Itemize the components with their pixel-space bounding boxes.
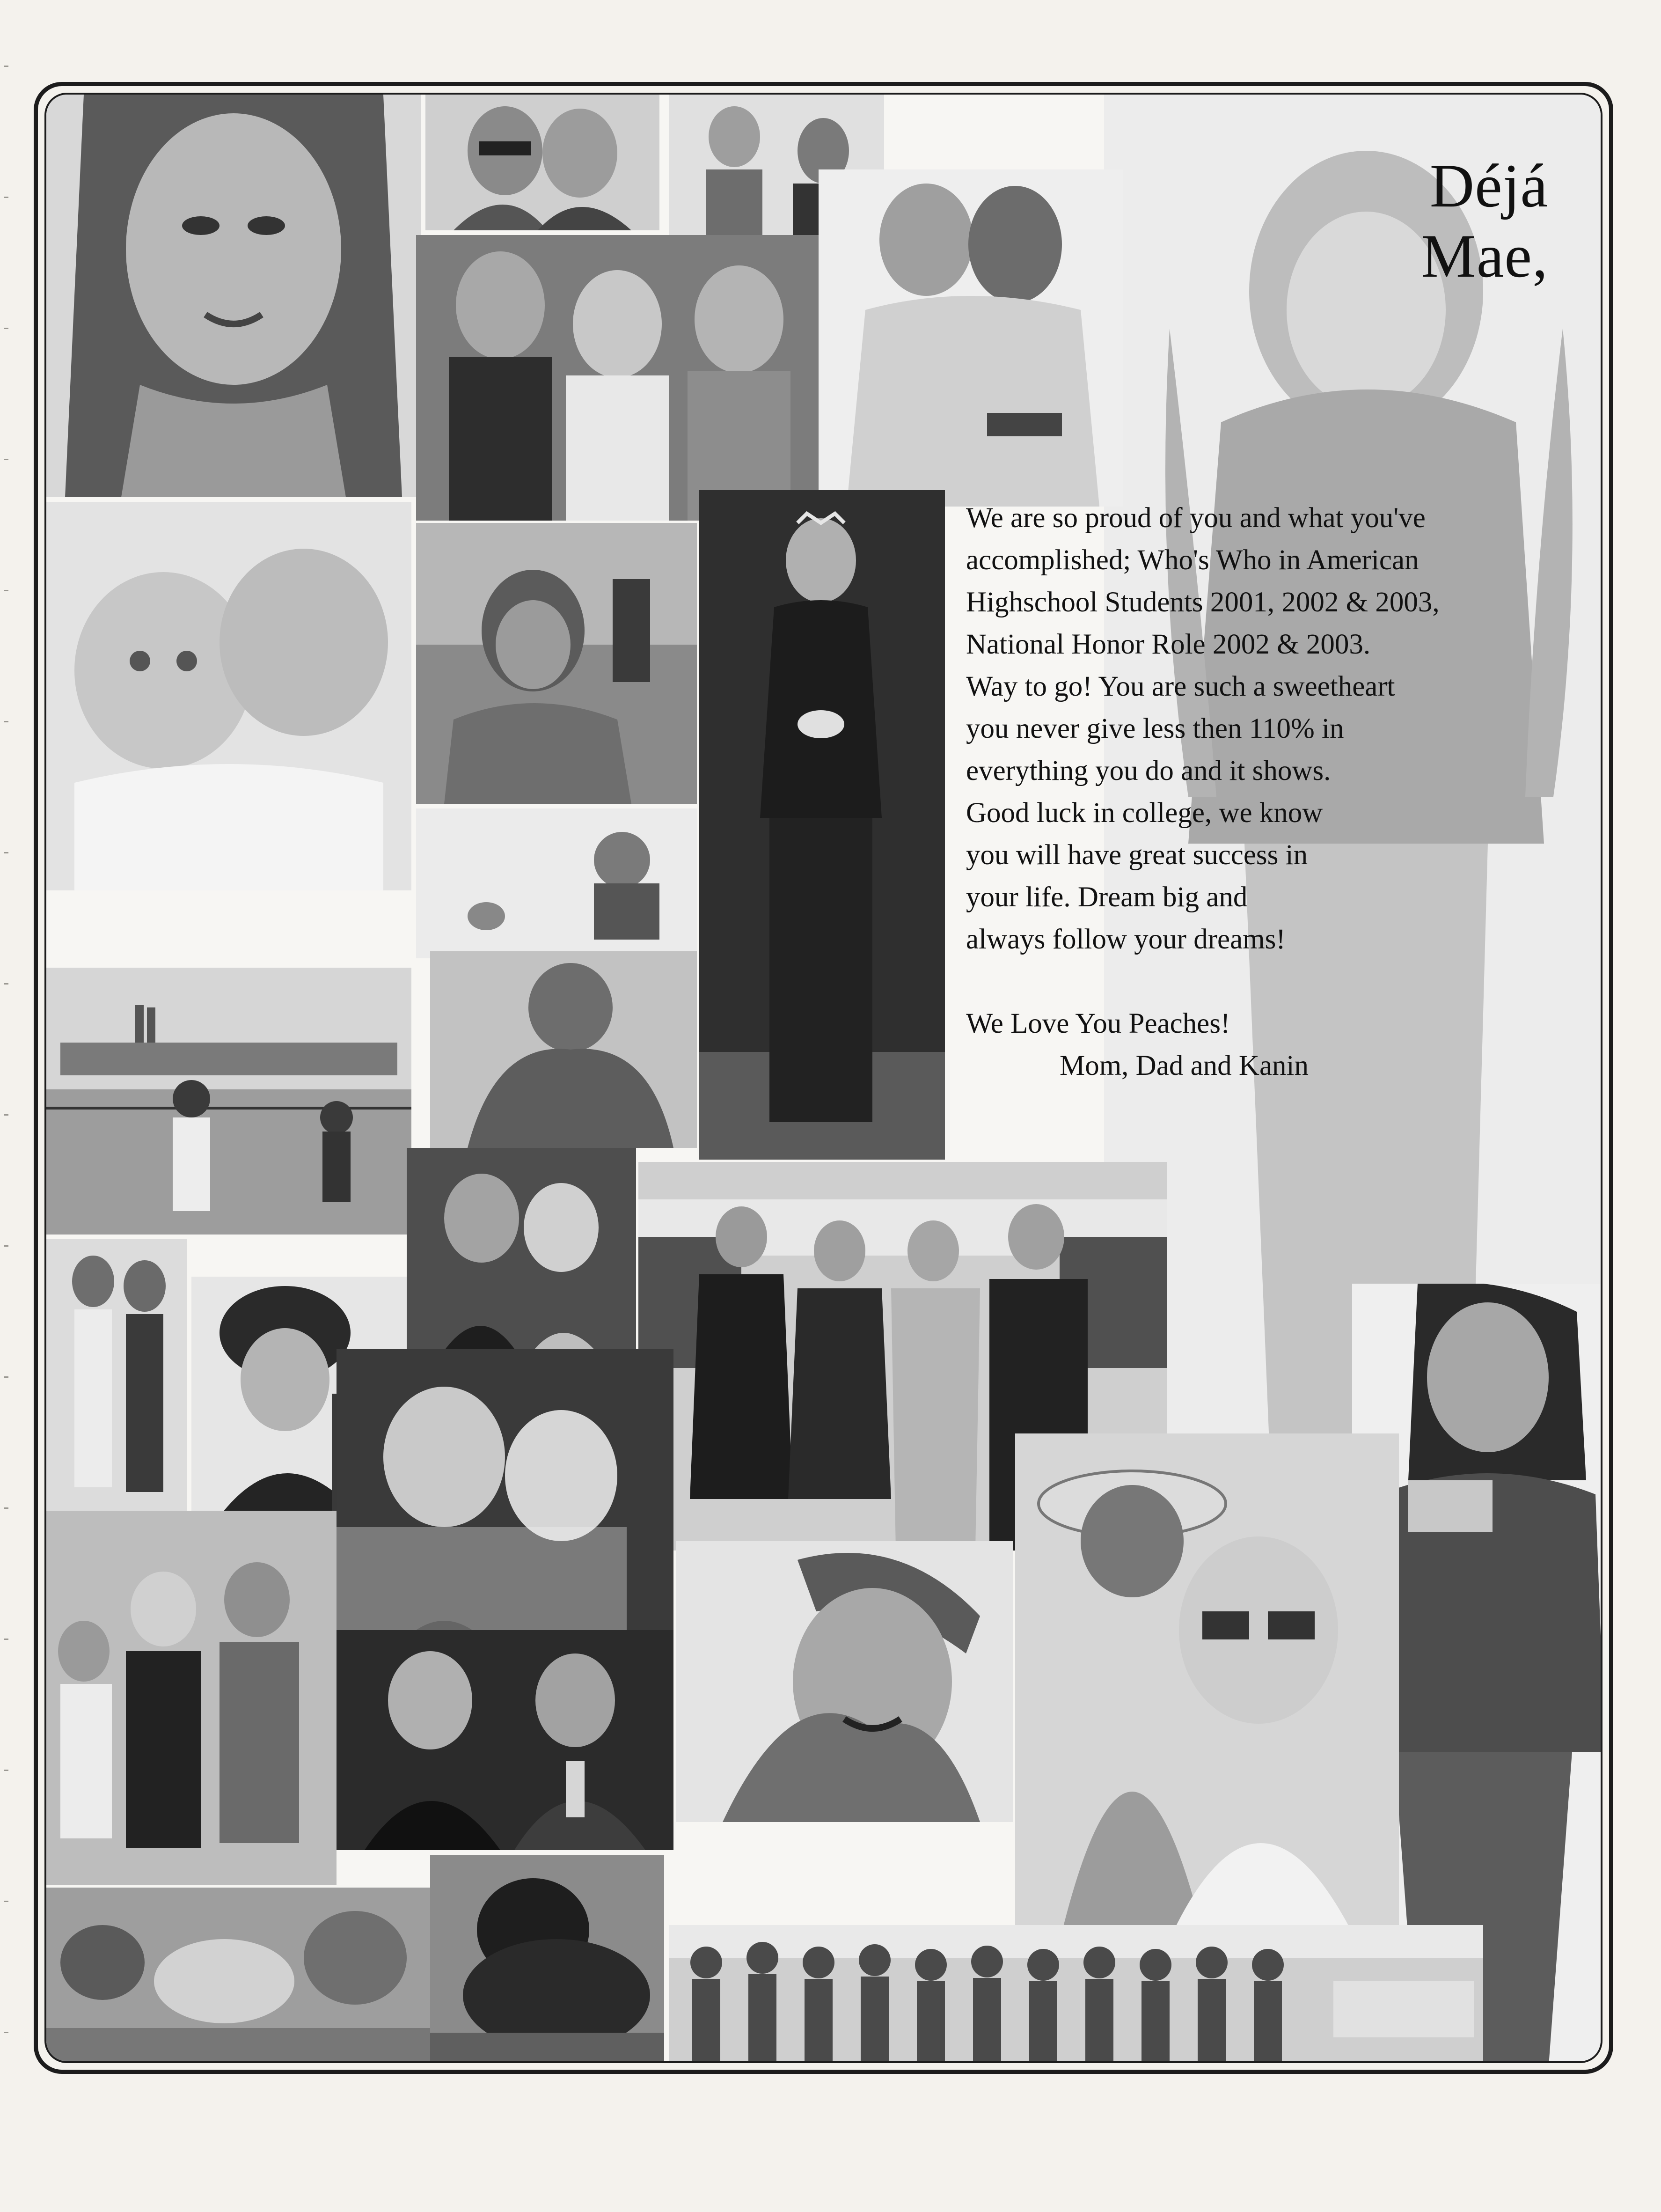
message-line: you never give less then 110% in bbox=[966, 713, 1344, 744]
photo-city-skyline-pier bbox=[46, 968, 411, 1235]
photo-portrait-closeup bbox=[46, 95, 421, 497]
photo-dog bbox=[430, 1855, 664, 2063]
closing-line: We Love You Peaches! bbox=[966, 1008, 1230, 1039]
message-line: accomplished; Who's Who in American bbox=[966, 544, 1419, 576]
photo-girl-leopard-hat bbox=[676, 1541, 1013, 1822]
message-spacer bbox=[966, 961, 1574, 1003]
message-line: you will have great success in bbox=[966, 839, 1308, 871]
photo-two-girls-hugging bbox=[819, 169, 1123, 507]
photo-three-girls-group bbox=[416, 235, 847, 521]
photo-snow-play bbox=[416, 808, 697, 958]
page-title bbox=[1421, 151, 1548, 291]
photo-child-outdoors bbox=[416, 523, 697, 804]
photo-three-girls-costumes bbox=[46, 1511, 337, 1885]
photo-two-girls-sunglasses bbox=[425, 95, 659, 230]
photo-cowboy-and-woman-sunglasses bbox=[1015, 1433, 1399, 1972]
photo-couple-formal bbox=[337, 1630, 673, 1850]
message-line: everything you do and it shows. bbox=[966, 755, 1331, 786]
message-line: Good luck in college, we know bbox=[966, 797, 1323, 829]
message-line: your life. Dream big and bbox=[966, 882, 1248, 913]
signature: Mom, Dad and Kanin bbox=[1060, 1050, 1309, 1081]
dedication-message bbox=[966, 497, 1574, 1087]
photo-large-group-outdoors bbox=[669, 1925, 1483, 2063]
photo-two-friends-dark bbox=[407, 1148, 636, 1382]
title-middle-name: Mae, bbox=[1421, 221, 1548, 290]
message-line: Way to go! You are such a sweetheart bbox=[966, 671, 1395, 702]
binding-holes bbox=[0, 0, 19, 2212]
title-first-name: Déjá bbox=[1429, 151, 1548, 220]
photo-prom-queen-tiara bbox=[699, 490, 945, 1160]
photo-two-girls-posing bbox=[46, 1239, 187, 1511]
message-line: We are so proud of you and what you've bbox=[966, 502, 1426, 534]
collage-frame bbox=[44, 93, 1602, 2063]
photo-cats bbox=[46, 1888, 430, 2063]
message-line: always follow your dreams! bbox=[966, 924, 1286, 955]
message-line: Highschool Students 2001, 2002 & 2003, bbox=[966, 587, 1440, 618]
message-line: National Honor Role 2002 & 2003. bbox=[966, 629, 1371, 660]
photo-baby-and-child bbox=[46, 502, 411, 890]
photo-girl-in-blanket bbox=[430, 951, 697, 1148]
